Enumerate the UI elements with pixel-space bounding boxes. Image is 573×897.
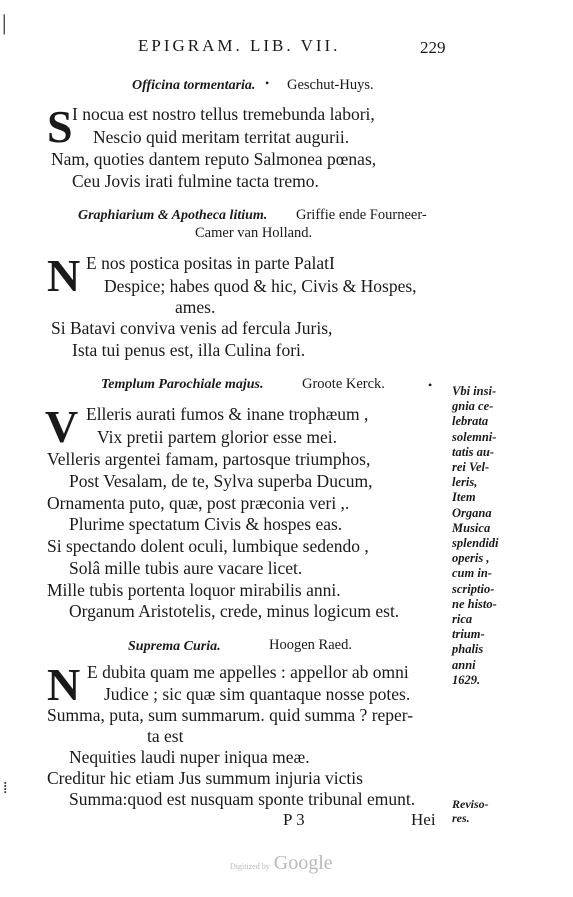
verse-line: Nescio quid meritam territat augurii. xyxy=(93,127,350,147)
verse-line: Summa, puta, sum summarum. quid summa ? reper- xyxy=(47,705,414,725)
margin-mark: | xyxy=(2,10,7,35)
verse-line: Plurime spectatum Civis & hospes eas. xyxy=(69,514,343,534)
marginal-note-line: gnia ce- xyxy=(452,399,494,414)
marginal-note-line: trium- xyxy=(452,627,485,642)
margin-mark-lower: ⁞ xyxy=(3,780,8,797)
drop-cap: N xyxy=(47,250,81,301)
marginal-note-line: rica xyxy=(452,612,473,627)
marginal-note-line: phalis xyxy=(452,642,484,657)
marginal-note-line: leris, xyxy=(452,475,478,490)
bullet-mark: • xyxy=(428,378,433,392)
bullet-mark: • xyxy=(265,76,270,90)
section-title-latin: Suprema Curia. xyxy=(128,639,221,654)
signature-mark: P 3 xyxy=(283,810,305,829)
marginal-note-line: ne histo- xyxy=(452,596,497,611)
drop-cap: V xyxy=(45,401,79,452)
marginal-note-line: Organa xyxy=(452,505,492,520)
verse-line: Mille tubis portenta loquor mirabilis anni. xyxy=(47,580,341,600)
digitization-watermark xyxy=(230,852,333,875)
verse-line: Si Batavi conviva venis ad fercula Juris, xyxy=(51,318,333,338)
watermark-logo: Google xyxy=(273,852,333,874)
marginal-note-line: operis , xyxy=(452,551,490,566)
verse-line: Solâ mille tubis aure vacare licet. xyxy=(69,558,303,578)
marginal-note-line: solemni- xyxy=(452,429,497,444)
verse-line: E nos postica positas in parte PalatI xyxy=(86,253,335,273)
marginal-note-revisores xyxy=(452,797,489,825)
watermark-caption: Digitized by xyxy=(230,862,270,871)
section-title-dutch: Groote Kerck. xyxy=(302,376,385,392)
marginal-note-line: tatis au- xyxy=(452,444,495,459)
verse-line: Judice ; sic quæ sim quantaque nosse potes. xyxy=(104,684,411,704)
marginal-note-line: anni xyxy=(452,657,476,672)
marginal-note-line: cum in- xyxy=(452,566,492,581)
marginal-note-line: Vbi insi- xyxy=(452,384,497,398)
verse-line: Post Vesalam, de te, Sylva superba Ducum, xyxy=(69,471,373,491)
section-title-dutch: Hoogen Raed. xyxy=(269,637,352,653)
verse-line: Nam, quoties dantem reputo Salmonea pœnas, xyxy=(51,149,377,169)
verse-line: Elleris aurati fumos & inane trophæum , xyxy=(86,404,369,424)
section-title-latin: Templum Parochiale majus. xyxy=(101,377,264,392)
verse-line: Organum Aristotelis, crede, minus logicum est. xyxy=(69,601,400,621)
page-number: 229 xyxy=(420,38,446,57)
running-title: EPIGRAM. LIB. VII. xyxy=(138,36,341,55)
verse-line: Vix pretii partem glorior esse mei. xyxy=(97,427,337,447)
marginal-note-line: Musica xyxy=(452,520,491,535)
verse-line: Nequities laudi nuper iniqua meæ. xyxy=(69,747,310,767)
section-title-dutch: Geschut-Huys. xyxy=(287,77,374,93)
marginal-note-line: lebrata xyxy=(452,414,489,429)
section-title-dutch-continued: Camer van Holland. xyxy=(195,225,313,241)
section-title-latin: Graphiarium & Apotheca litium. xyxy=(78,208,268,223)
marginal-note-line: rei Vel- xyxy=(452,460,490,475)
verse-line: Summa:quod est nusquam sponte tribunal emunt. xyxy=(69,789,416,809)
verse-line: I nocua est nostro tellus tremebunda labori, xyxy=(72,104,375,124)
marginal-note-line: 1629. xyxy=(452,672,481,687)
marginal-note-line: scriptio- xyxy=(452,581,495,596)
verse-line: Despice; habes quod & hic, Civis & Hospes, xyxy=(104,276,417,296)
verse-line: ta est xyxy=(147,726,184,746)
marginal-note-line: splendidi xyxy=(452,536,499,551)
section-title-latin: Officina tormentaria. xyxy=(132,78,256,93)
verse-line: Si spectando dolent oculi, lumbique sedendo , xyxy=(47,536,369,556)
verse-line: Ornamenta puto, quæ, post præconia veri ,. xyxy=(47,493,350,513)
verse-line: ames. xyxy=(175,297,216,317)
catchword: Hei xyxy=(411,810,436,829)
verse-line: E dubita quam me appelles : appellor ab omni xyxy=(87,662,409,682)
marginal-note-line: Item xyxy=(452,490,476,505)
verse-line: Velleris argentei famam, partosque triumphos, xyxy=(47,449,371,469)
marginal-note-line: res. xyxy=(452,811,470,825)
verse-line: Creditur hic etiam Jus summum injuria victis xyxy=(47,768,363,788)
drop-cap: N xyxy=(47,659,81,710)
drop-cap: S xyxy=(47,101,73,152)
marginal-note xyxy=(452,384,499,688)
marginal-note-line: Reviso- xyxy=(452,797,489,811)
section-title-dutch: Griffie ende Fourneer- xyxy=(296,207,427,223)
verse-line: Ista tui penus est, illa Culina fori. xyxy=(72,340,306,360)
verse-line: Ceu Jovis irati fulmine tacta tremo. xyxy=(72,171,319,191)
